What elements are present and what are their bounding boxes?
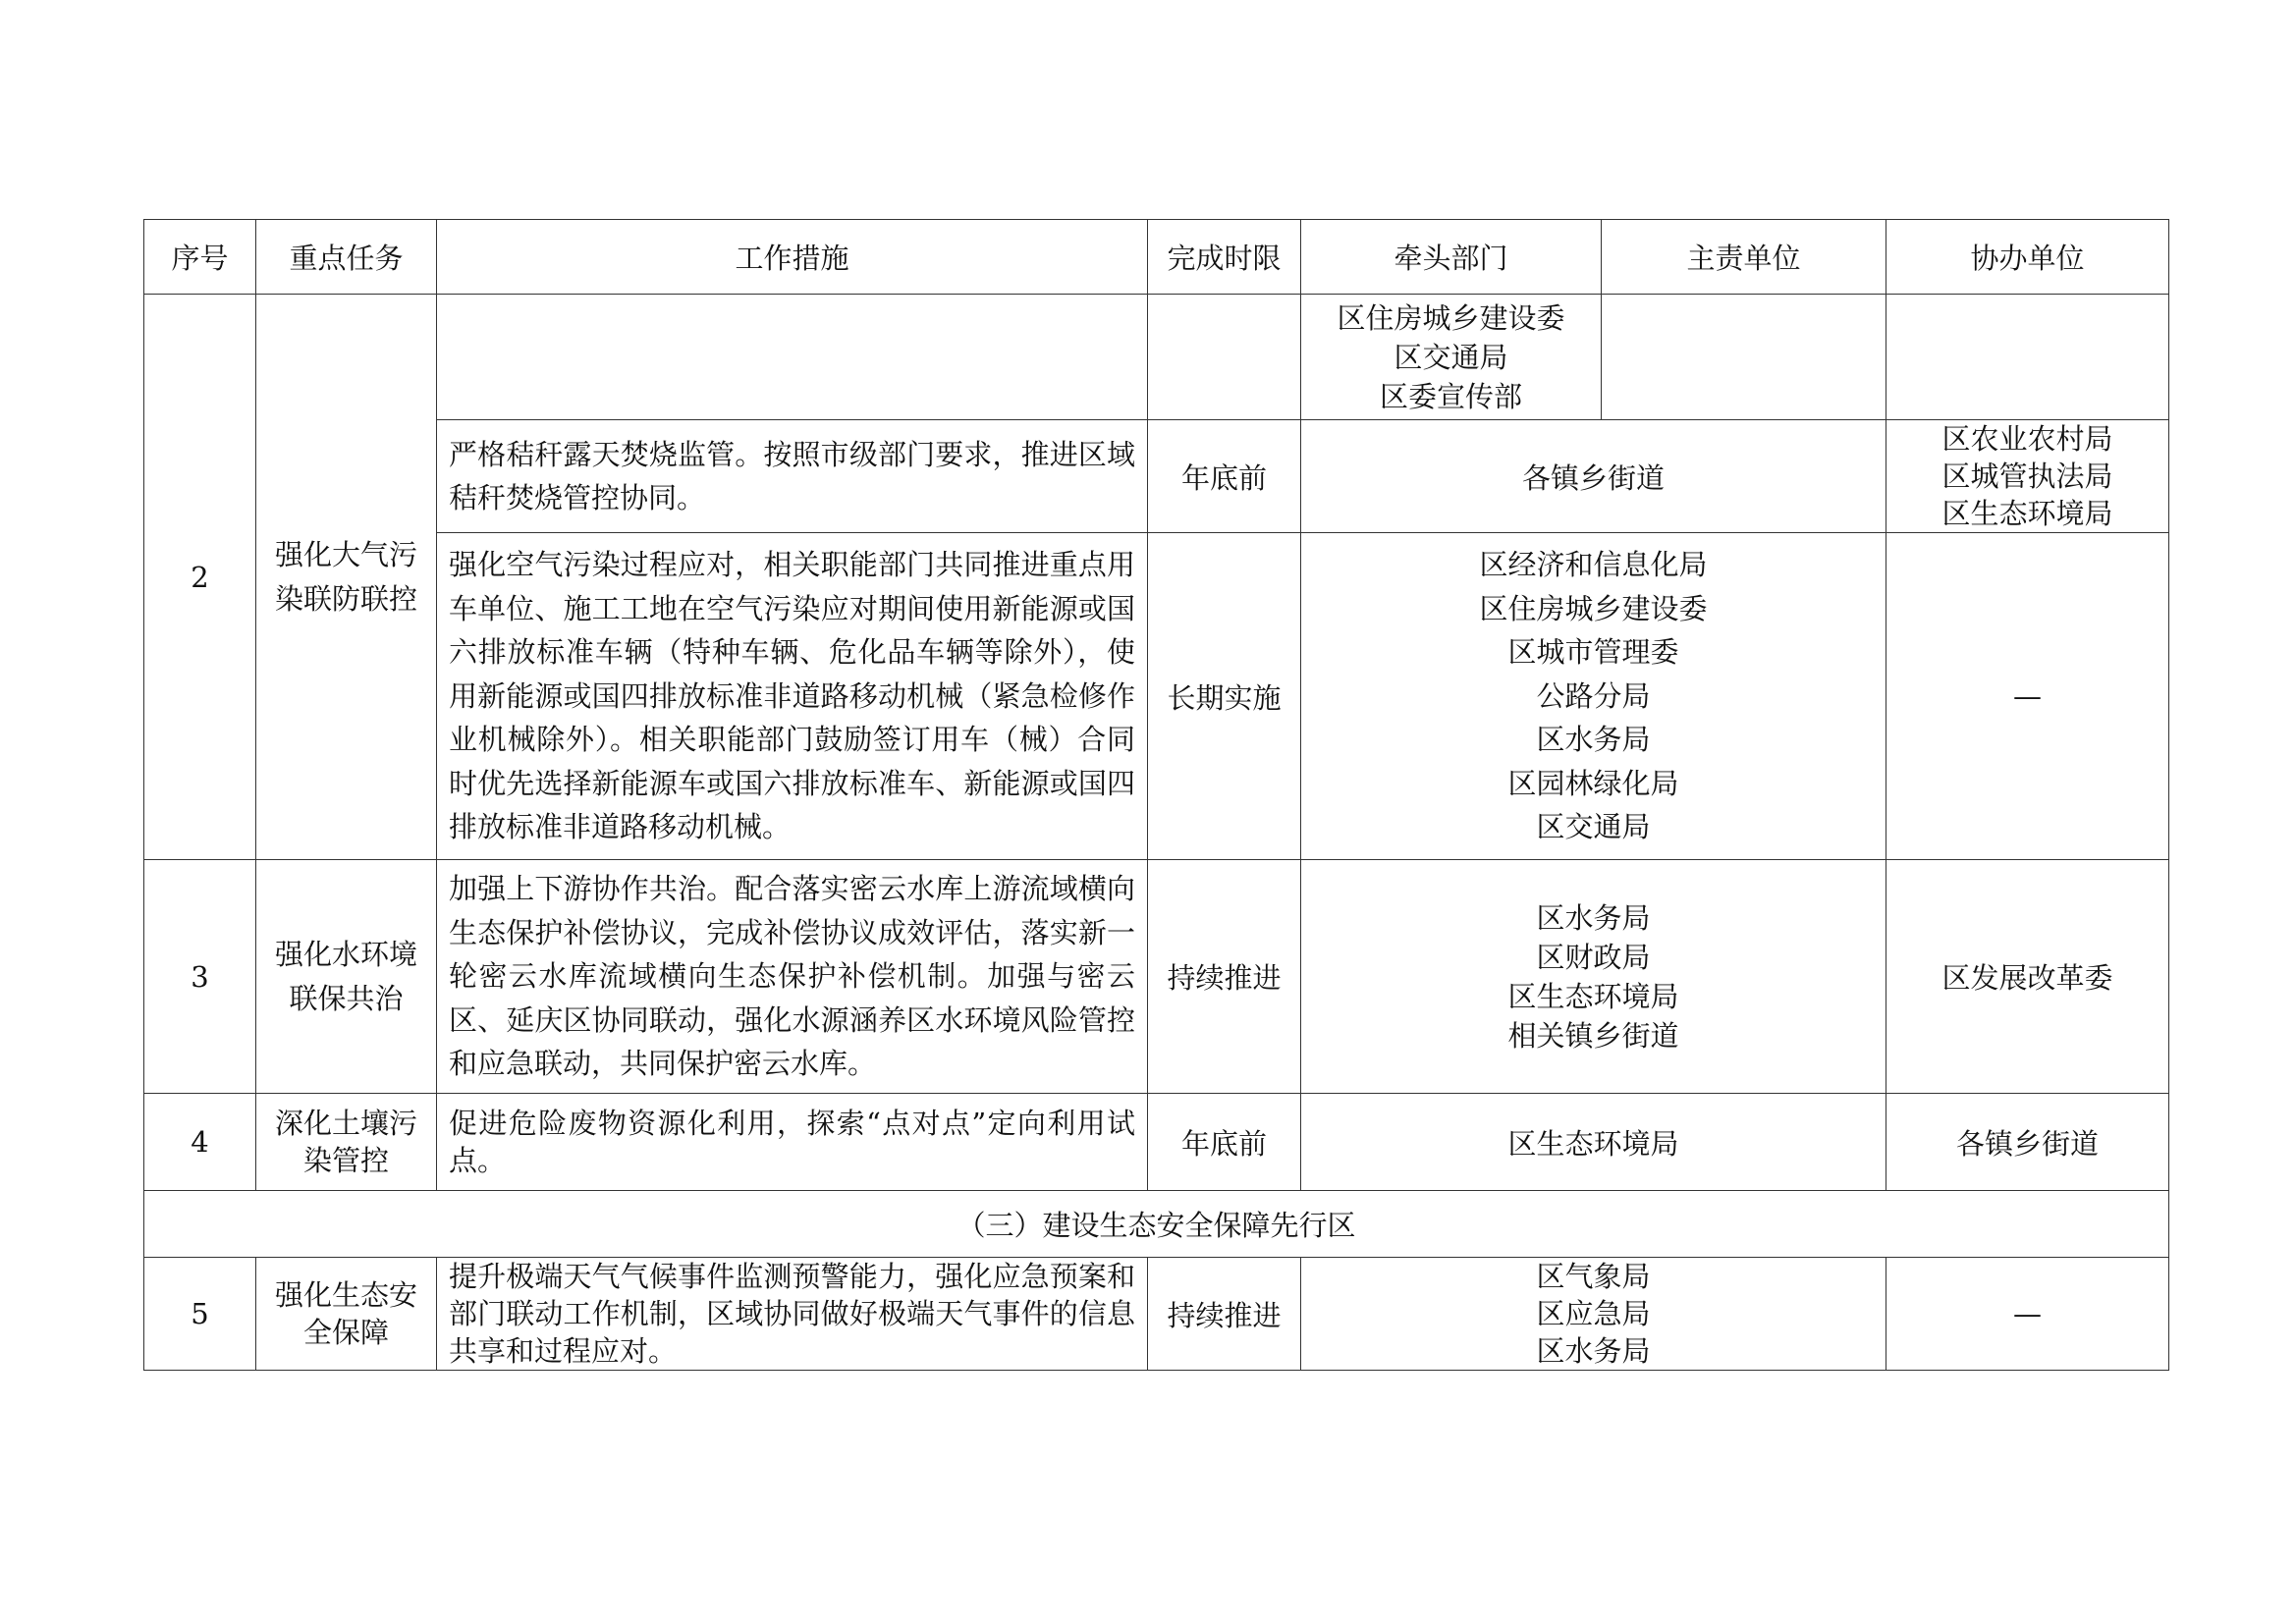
lead-item: 区水务局 [1536, 900, 1651, 935]
header-lead: 牵头部门 [1301, 220, 1602, 295]
row2-lead-cell [1301, 295, 1602, 420]
assist-item: 区生态环境局 [1941, 497, 2113, 530]
lead-item: 相关镇乡街道 [1507, 1018, 1679, 1053]
row4-lead: 区生态环境局 [1301, 1094, 1886, 1191]
row5-lead [1301, 1258, 1886, 1371]
header-deadline: 完成时限 [1148, 220, 1301, 295]
table-row [144, 860, 2169, 1094]
row2-measure-1: 严格秸秆露天焚烧监管。按照市级部门要求，推进区域秸秆焚烧管控协同。 [437, 420, 1148, 533]
section-title: （三）建设生态安全保障先行区 [144, 1191, 2169, 1258]
lead-item: 区住房城乡建设委 [1337, 300, 1565, 335]
row3-task: 强化水环境联保共治 [256, 860, 437, 1094]
table-row [144, 420, 2169, 533]
row5-measure: 提升极端天气气候事件监测预警能力，强化应急预案和部门联动工作机制，区域协同做好极端天气事件的信息共享和过程应对。 [437, 1258, 1148, 1371]
row2-assist-1 [1886, 420, 2169, 533]
row2-seq: 2 [144, 295, 256, 860]
section-row [144, 1191, 2169, 1258]
row4-task: 深化土壤污染管控 [256, 1094, 437, 1191]
row3-lead [1301, 860, 1886, 1094]
lead-item: 区水务局 [1536, 1334, 1651, 1368]
lead-item: 区城市管理委 [1507, 635, 1679, 670]
row2-assist-2: — [1886, 533, 2169, 860]
row2-deadline-2: 长期实施 [1148, 533, 1301, 860]
table-row [144, 1094, 2169, 1191]
assist-item: 区城管执法局 [1941, 460, 2113, 493]
lead-item: 区住房城乡建设委 [1479, 591, 1708, 625]
lead-item: 区气象局 [1536, 1260, 1651, 1293]
row3-assist: 区发展改革委 [1886, 860, 2169, 1094]
lead-item: 区水务局 [1536, 723, 1651, 757]
header-row [144, 220, 2169, 295]
table-row [144, 533, 2169, 860]
lead-item: 区生态环境局 [1507, 979, 1679, 1013]
table-row [144, 1258, 2169, 1371]
row4-deadline: 年底前 [1148, 1094, 1301, 1191]
row2-deadline-empty [1148, 295, 1301, 420]
header-measure: 工作措施 [437, 220, 1148, 295]
row5-seq: 5 [144, 1258, 256, 1371]
row5-assist: — [1886, 1258, 2169, 1371]
lead-item: 区园林绿化局 [1507, 766, 1679, 800]
header-seq: 序号 [144, 220, 256, 295]
lead-item: 区经济和信息化局 [1479, 548, 1708, 582]
row5-deadline: 持续推进 [1148, 1258, 1301, 1371]
assist-item: 区农业农村局 [1941, 422, 2113, 456]
header-assist: 协办单位 [1886, 220, 2169, 295]
row4-assist: 各镇乡街道 [1886, 1094, 2169, 1191]
row3-measure: 加强上下游协作共治。配合落实密云水库上游流域横向生态保护补偿协议，完成补偿协议成效评估，落实新一轮密云水库流域横向生态保护补偿机制。加强与密云区、延庆区协同联动，强化水源涵养区水环境风险管控和应急联动，共同保护密云水库。 [437, 860, 1148, 1094]
header-responsible: 主责单位 [1602, 220, 1886, 295]
row2-deadline-1: 年底前 [1148, 420, 1301, 533]
lead-item: 区应急局 [1536, 1297, 1651, 1330]
row2-measure-empty [437, 295, 1148, 420]
row4-measure: 促进危险废物资源化利用，探索“点对点”定向利用试点。 [437, 1094, 1148, 1191]
header-task: 重点任务 [256, 220, 437, 295]
row2-measure-2: 强化空气污染过程应对，相关职能部门共同推进重点用车单位、施工工地在空气污染应对期间使用新能源或国六排放标准车辆（特种车辆、危化品车辆等除外），使用新能源或国四排放标准非道路移动机械（紧急检修作业机械除外）。相关职能部门鼓励签订用车（械）合同时优先选择新能源车或国六排放标准车、新能源或国四排放标准非道路移动机械。 [437, 533, 1148, 860]
lead-item: 区委宣传部 [1379, 379, 1522, 413]
row2-lead-2 [1301, 533, 1886, 860]
lead-item: 区交通局 [1394, 340, 1508, 374]
row2-task: 强化大气污染联防联控 [256, 295, 437, 860]
row3-deadline: 持续推进 [1148, 860, 1301, 1094]
table-row [144, 295, 2169, 420]
row2-lead-1: 各镇乡街道 [1301, 420, 1886, 533]
lead-item: 公路分局 [1536, 678, 1651, 713]
row4-seq: 4 [144, 1094, 256, 1191]
row2-responsible-empty [1602, 295, 1886, 420]
task-table [143, 219, 2169, 1371]
row3-seq: 3 [144, 860, 256, 1094]
lead-item: 区交通局 [1536, 810, 1651, 844]
row2-assist-empty [1886, 295, 2169, 420]
row5-task: 强化生态安全保障 [256, 1258, 437, 1371]
lead-item: 区财政局 [1536, 940, 1651, 974]
